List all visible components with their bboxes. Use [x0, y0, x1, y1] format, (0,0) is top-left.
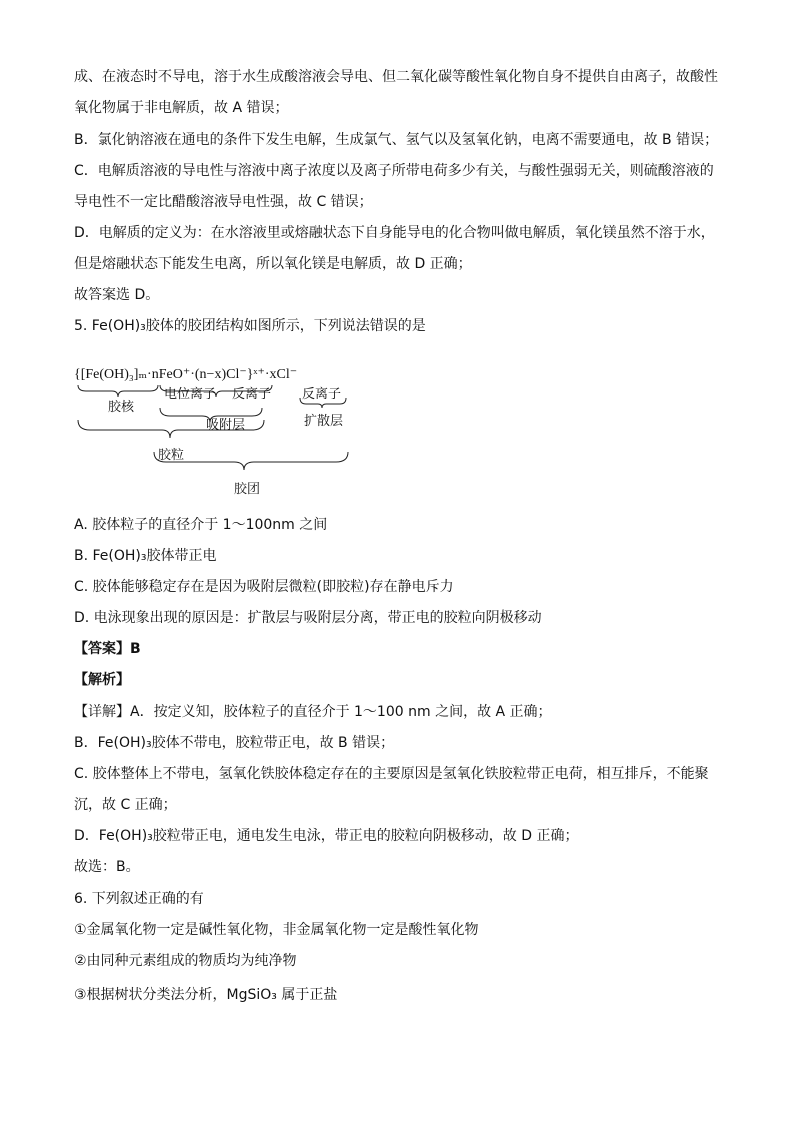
q6-item: ②由同种元素组成的物质均为纯净物: [74, 953, 297, 969]
text-line: 导电性不一定比醋酸溶液导电性强，故 C 错误；: [74, 194, 373, 210]
label-micelle: 胶团: [234, 482, 261, 497]
analysis-line: C. 胶体整体上不带电，氢氧化铁胶体稳定存在的主要原因是氢氧化铁胶粒带正电荷，相互排斥，不能聚: [74, 766, 709, 782]
option-a: A. 胶体粒子的直径介于 1～100nm 之间: [74, 517, 328, 533]
label-particle: 胶粒: [158, 448, 185, 463]
micelle-structure-diagram: [74, 360, 364, 500]
option-d: D. 电泳现象出现的原因是：扩散层与吸附层分离，带正电的胶粒向阴极移动: [74, 610, 542, 626]
question-6-stem: 6. 下列叙述正确的有: [74, 891, 204, 907]
q6-item: ①金属氧化物一定是碱性氧化物，非金属氧化物一定是酸性氧化物: [74, 922, 479, 938]
text-line: B．氯化钠溶液在通电的条件下发生电解，生成氯气、氢气以及氢氧化钠，电离不需要通电，故 B 错误；: [74, 132, 719, 148]
label-core: 胶核: [108, 400, 135, 415]
analysis-line: 故选：B。: [74, 859, 140, 875]
text-line: 成、在液态时不导电，溶于水生成酸溶液会导电、但二氧化碳等酸性氧化物自身不提供自由离子，故酸性: [74, 69, 718, 85]
analysis-title: 【解析】: [74, 672, 130, 688]
analysis-line: D．Fe(OH)₃胶粒带正电，通电发生电泳，带正电的胶粒向阴极移动，故 D 正确；: [74, 828, 579, 844]
label-counter-ion: 反离子: [232, 387, 272, 402]
answer-label: 【答案】B: [74, 641, 141, 657]
text-line: D．电解质的定义为：在水溶液里或熔融状态下自身能导电的化合物叫做电解质，氧化镁虽然不溶于水，: [74, 225, 715, 241]
option-b: B. Fe(OH)₃胶体带正电: [74, 548, 217, 564]
text-line: 但是熔融状态下能发生电离，所以氧化镁是电解质，故 D 正确；: [74, 256, 472, 272]
analysis-line: 沉，故 C 正确；: [74, 797, 177, 813]
question-5-stem: 5. Fe(OH)₃胶体的胶团结构如图所示，下列说法错误的是: [74, 318, 426, 334]
label-diffusion: 扩散层: [304, 414, 344, 429]
analysis-line: 【详解】A．按定义知，胶体粒子的直径介于 1～100 nm 之间，故 A 正确；: [74, 704, 552, 720]
label-potential-ion: 电位离子: [164, 387, 217, 402]
micelle-formula: {[Fe(OH)₃]ₘ·nFeO⁺·(n−x)Cl⁻}ˣ⁺·xCl⁻: [74, 367, 298, 382]
text-line: C．电解质溶液的导电性与溶液中离子浓度以及离子所带电荷多少有关，与酸性强弱无关，则硫酸溶液的: [74, 163, 714, 179]
q6-item: ③根据树状分类法分析，MgSiO₃ 属于正盐: [74, 987, 338, 1003]
option-c: C. 胶体能够稳定存在是因为吸附层微粒(即胶粒)存在静电斥力: [74, 579, 454, 595]
analysis-line: B．Fe(OH)₃胶体不带电，胶粒带正电，故 B 错误；: [74, 735, 395, 751]
text-line: 氧化物属于非电解质，故 A 错误；: [74, 100, 289, 116]
label-adsorption: 吸附层: [206, 418, 246, 433]
text-line: 故答案选 D。: [74, 287, 160, 303]
label-counter-ion-2: 反离子: [302, 387, 342, 402]
